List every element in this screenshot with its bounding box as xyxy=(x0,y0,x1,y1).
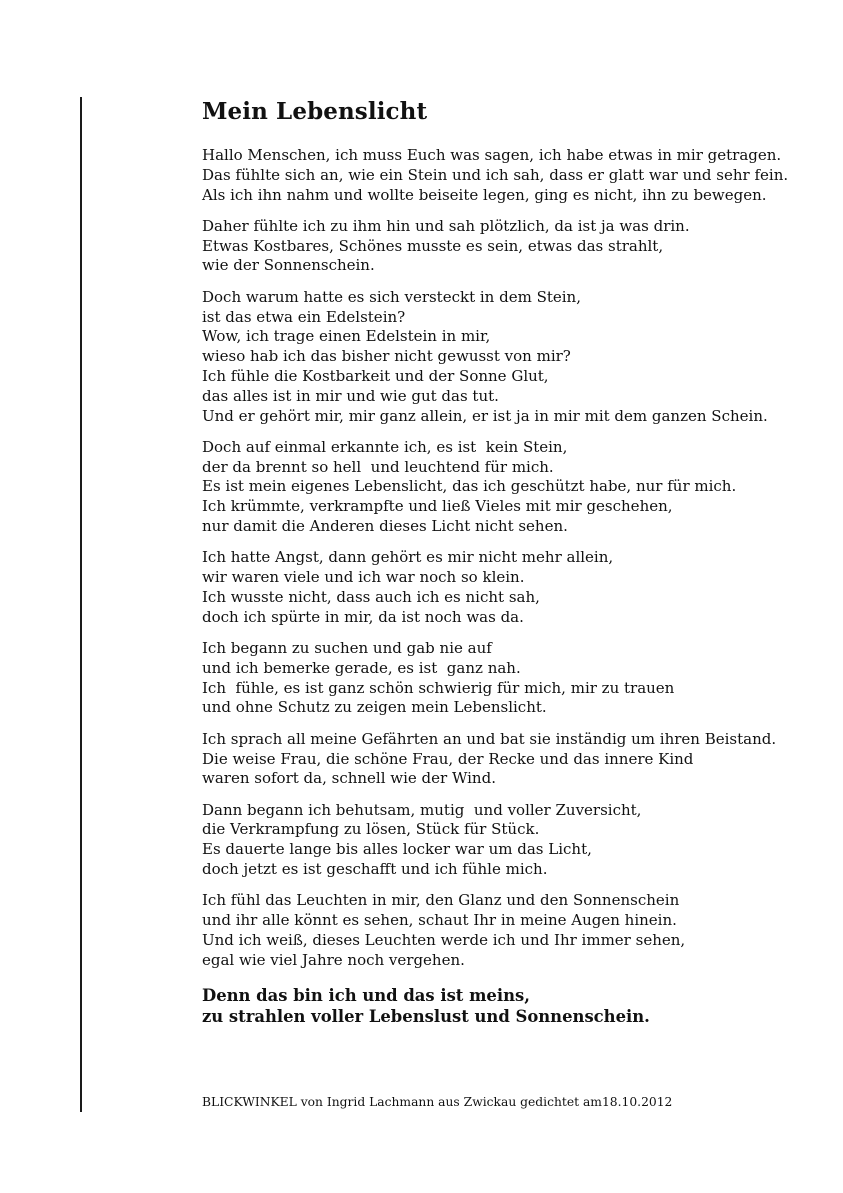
poem-line: Ich fühle, es ist ganz schön schwierig für mich, mir zu trauen xyxy=(202,678,675,697)
poem-body xyxy=(202,146,802,1039)
closing-line: Denn das bin ich und das ist meins, xyxy=(202,986,530,1006)
stanza-4 xyxy=(202,438,802,537)
poem-line: Doch auf einmal erkannte ich, es ist kein Stein, xyxy=(202,437,568,456)
stanza-5 xyxy=(202,548,802,627)
poem-line: und ohne Schutz zu zeigen mein Lebenslicht. xyxy=(202,698,547,717)
poem-line: die Verkrampfung zu lösen, Stück für Stück. xyxy=(202,820,540,839)
poem-line: der da brennt so hell und leuchtend für mich. xyxy=(202,457,554,476)
stanza-7 xyxy=(202,730,802,789)
poem-line: Die weise Frau, die schöne Frau, der Recke und das innere Kind xyxy=(202,749,694,768)
poem-line: Ich begann zu suchen und gab nie auf xyxy=(202,639,492,658)
margin-rule xyxy=(80,97,82,1112)
poem-line: wir waren viele und ich war noch so klein. xyxy=(202,568,525,587)
poem-line: wie der Sonnenschein. xyxy=(202,256,375,275)
poem-line: Ich wusste nicht, dass auch ich es nicht sah, xyxy=(202,587,540,606)
poem-line: Dann begann ich behutsam, mutig und voller Zuversicht, xyxy=(202,800,642,819)
poem-line: Ich fühle die Kostbarkeit und der Sonne Glut, xyxy=(202,366,549,385)
stanza-9 xyxy=(202,891,802,970)
poem-line: doch jetzt es ist geschafft und ich fühle mich. xyxy=(202,860,548,878)
poem-line: Ich fühl das Leuchten in mir, den Glanz und den Sonnenschein xyxy=(202,891,680,910)
closing-line: zu strahlen voller Lebenslust und Sonnenschein. xyxy=(202,1007,650,1027)
poem-line: ist das etwa ein Edelstein? xyxy=(202,307,406,326)
poem-line: Und ich weiß, dieses Leuchten werde ich und Ihr immer sehen, xyxy=(202,930,686,949)
poem-line: Etwas Kostbares, Schönes musste es sein, etwas das strahlt, xyxy=(202,236,664,255)
poem-line: nur damit die Anderen dieses Licht nicht sehen. xyxy=(202,517,568,536)
poem-line: egal wie viel Jahre noch vergehen. xyxy=(202,950,465,969)
poem-line: Ich krümmte, verkrampfte und ließ Vieles mit mir geschehen, xyxy=(202,497,673,516)
poem-title: Mein Lebenslicht xyxy=(202,98,428,125)
closing-stanza xyxy=(202,985,802,1027)
poem-line: waren sofort da, schnell wie der Wind. xyxy=(202,769,496,788)
stanza-6 xyxy=(202,639,802,718)
stanza-3 xyxy=(202,288,802,427)
poem-line: doch ich spürte in mir, da ist noch was da. xyxy=(202,607,524,626)
poem-line: Es dauerte lange bis alles locker war um das Licht, xyxy=(202,840,592,859)
poem-line: Ich hatte Angst, dann gehört es mir nicht mehr allein, xyxy=(202,548,614,567)
stanza-1 xyxy=(202,146,802,205)
author-footer: BLICKWINKEL von Ingrid Lachmann aus Zwickau gedichtet am18.10.2012 xyxy=(202,1095,673,1109)
poem-line: das alles ist in mir und wie gut das tut. xyxy=(202,386,499,405)
stanza-2 xyxy=(202,217,802,276)
poem-line: Es ist mein eigenes Lebenslicht, das ich geschützt habe, nur für mich. xyxy=(202,477,737,496)
poem-line: Wow, ich trage einen Edelstein in mir, xyxy=(202,327,491,346)
poem-line: Daher fühlte ich zu ihm hin und sah plötzlich, da ist ja was drin. xyxy=(202,216,690,235)
poem-line: Hallo Menschen, ich muss Euch was sagen, ich habe etwas in mir getragen. xyxy=(202,146,782,164)
poem-line: und ich bemerke gerade, es ist ganz nah. xyxy=(202,658,521,677)
poem-line: und ihr alle könnt es sehen, schaut Ihr in meine Augen hinein. xyxy=(202,911,677,930)
stanza-8 xyxy=(202,801,802,880)
poem-line: Ich sprach all meine Gefährten an und bat sie inständig um ihren Beistand. xyxy=(202,729,777,748)
poem-line: Als ich ihn nahm und wollte beiseite legen, ging es nicht, ihn zu bewegen. xyxy=(202,185,767,204)
poem-line: Das fühlte sich an, wie ein Stein und ich sah, dass er glatt war und sehr fein. xyxy=(202,165,789,184)
poem-line: Und er gehört mir, mir ganz allein, er ist ja in mir mit dem ganzen Schein. xyxy=(202,406,768,425)
poem-line: wieso hab ich das bisher nicht gewusst von mir? xyxy=(202,347,571,366)
poem-line: Doch warum hatte es sich versteckt in dem Stein, xyxy=(202,287,581,306)
